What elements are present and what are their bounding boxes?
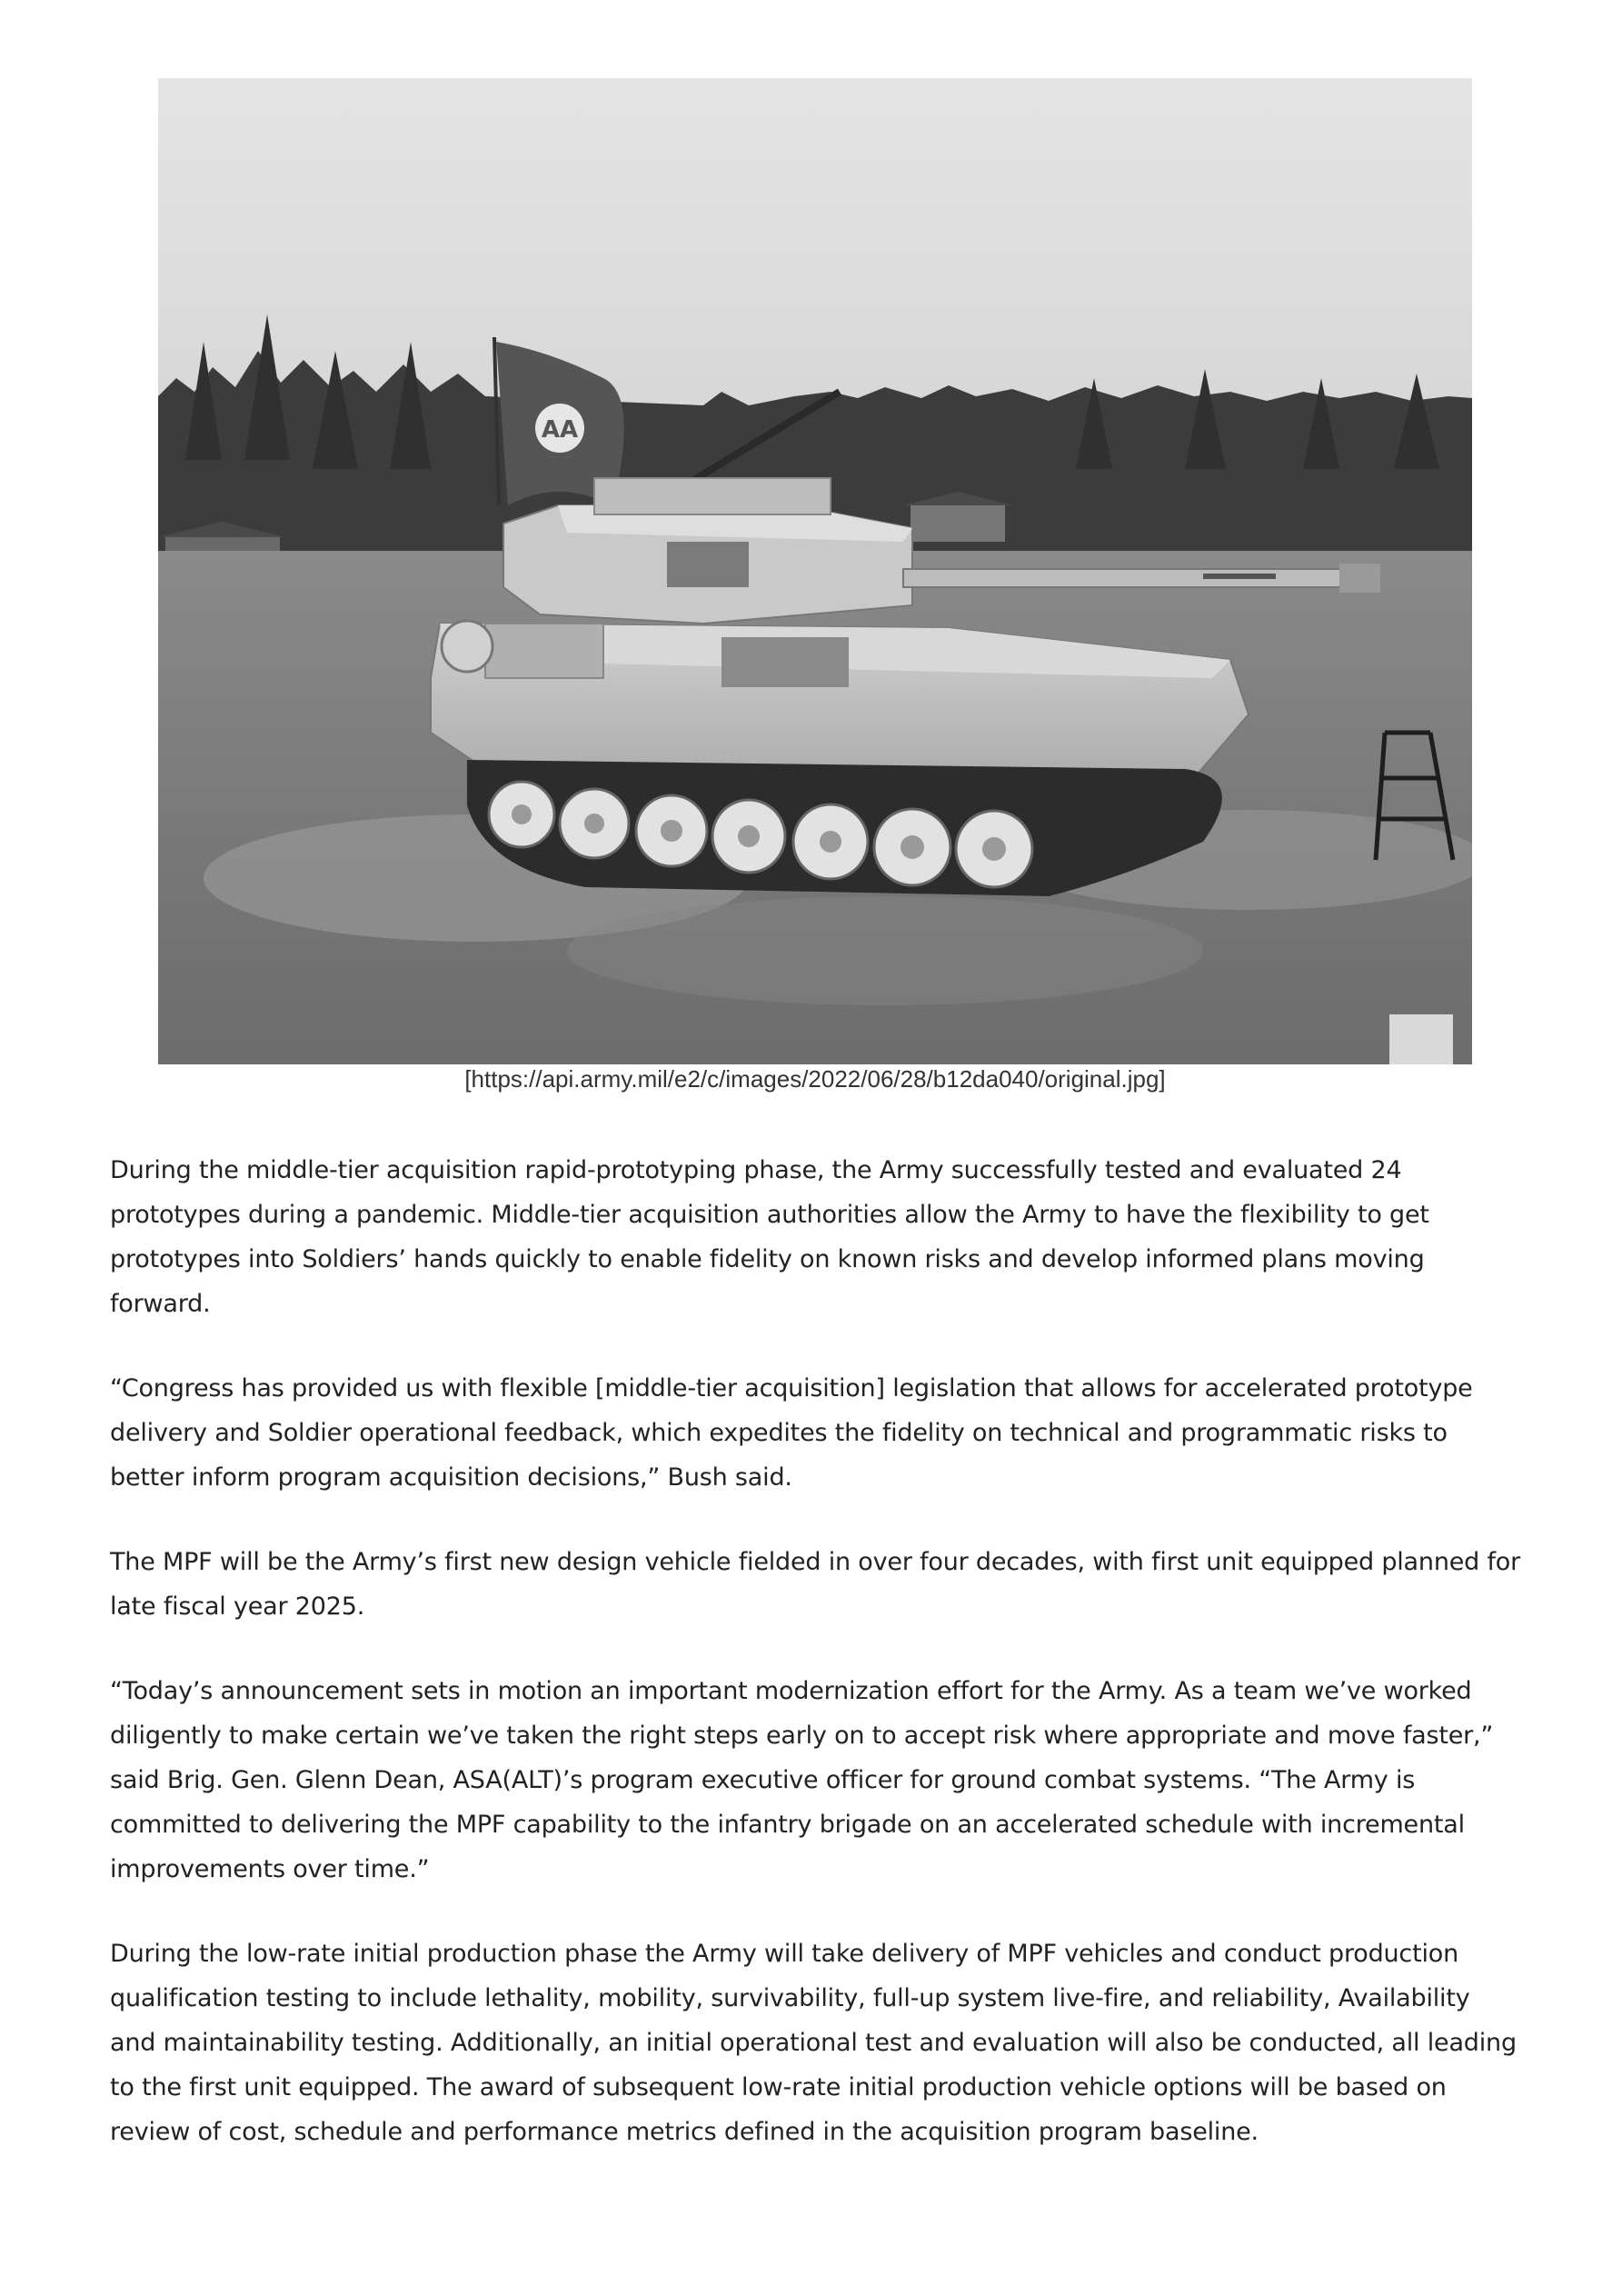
flag-emblem: AA: [541, 416, 579, 444]
corner-patch: [1389, 1014, 1453, 1064]
paragraph-4: “Today’s announcement sets in motion an important modernization effort for the Army. As a team we’ve worked diligently to make certain we’ve taken the right steps early on to accept risk where appropriate and move faster,” said Brig. Gen. Glenn Dean, ASA(ALT)’s program executive officer for ground combat systems. “The Army is committed to delivering the MPF capability to the infantry brigade on an accelerated schedule with incremental improvements over time.”: [110, 1677, 1494, 1883]
paragraph-3: The MPF will be the Army’s first new design vehicle fielded in over four decades, with first unit equipped planned for late fiscal year 2025.: [110, 1548, 1520, 1621]
paragraph-2: “Congress has provided us with flexible [middle-tier acquisition] legislation that allows for accelerated prototype delivery and Soldier operational feedback, which expedites the fidelity on technical and programmatic risks to better inform program acquisition decisions,” Bush said.: [110, 1374, 1473, 1492]
paragraph-1: During the middle-tier acquisition rapid-prototyping phase, the Army successfully tested and evaluated 24 prototypes during a pandemic. Middle-tier acquisition authorities allow the Army to have the flexibility to get prototypes into Soldiers’ hands quickly to enable fidelity on known risks and develop informed plans moving forward.: [110, 1156, 1429, 1318]
tracks: [467, 760, 1222, 896]
image-caption: [https://api.army.mil/e2/c/images/2022/06/28/b12da040/original.jpg]: [464, 1065, 1166, 1093]
tank-photo: [158, 78, 1472, 1064]
article-body: [110, 1148, 1523, 2194]
paragraph-5: During the low-rate initial production phase the Army will take delivery of MPF vehicles and conduct production qualification testing to include lethality, mobility, survivability, full-up system live-fire, and reliability, Availability and maintainability testing. Additionally, an initial operational test and evaluation will also be conducted, all leading to the first unit equipped. The award of subsequent low-rate initial production vehicle options will be based on review of cost, schedule and performance metrics defined in the acquisition program baseline.: [110, 1940, 1517, 2146]
tank-photo-illustration: [158, 78, 1472, 1064]
